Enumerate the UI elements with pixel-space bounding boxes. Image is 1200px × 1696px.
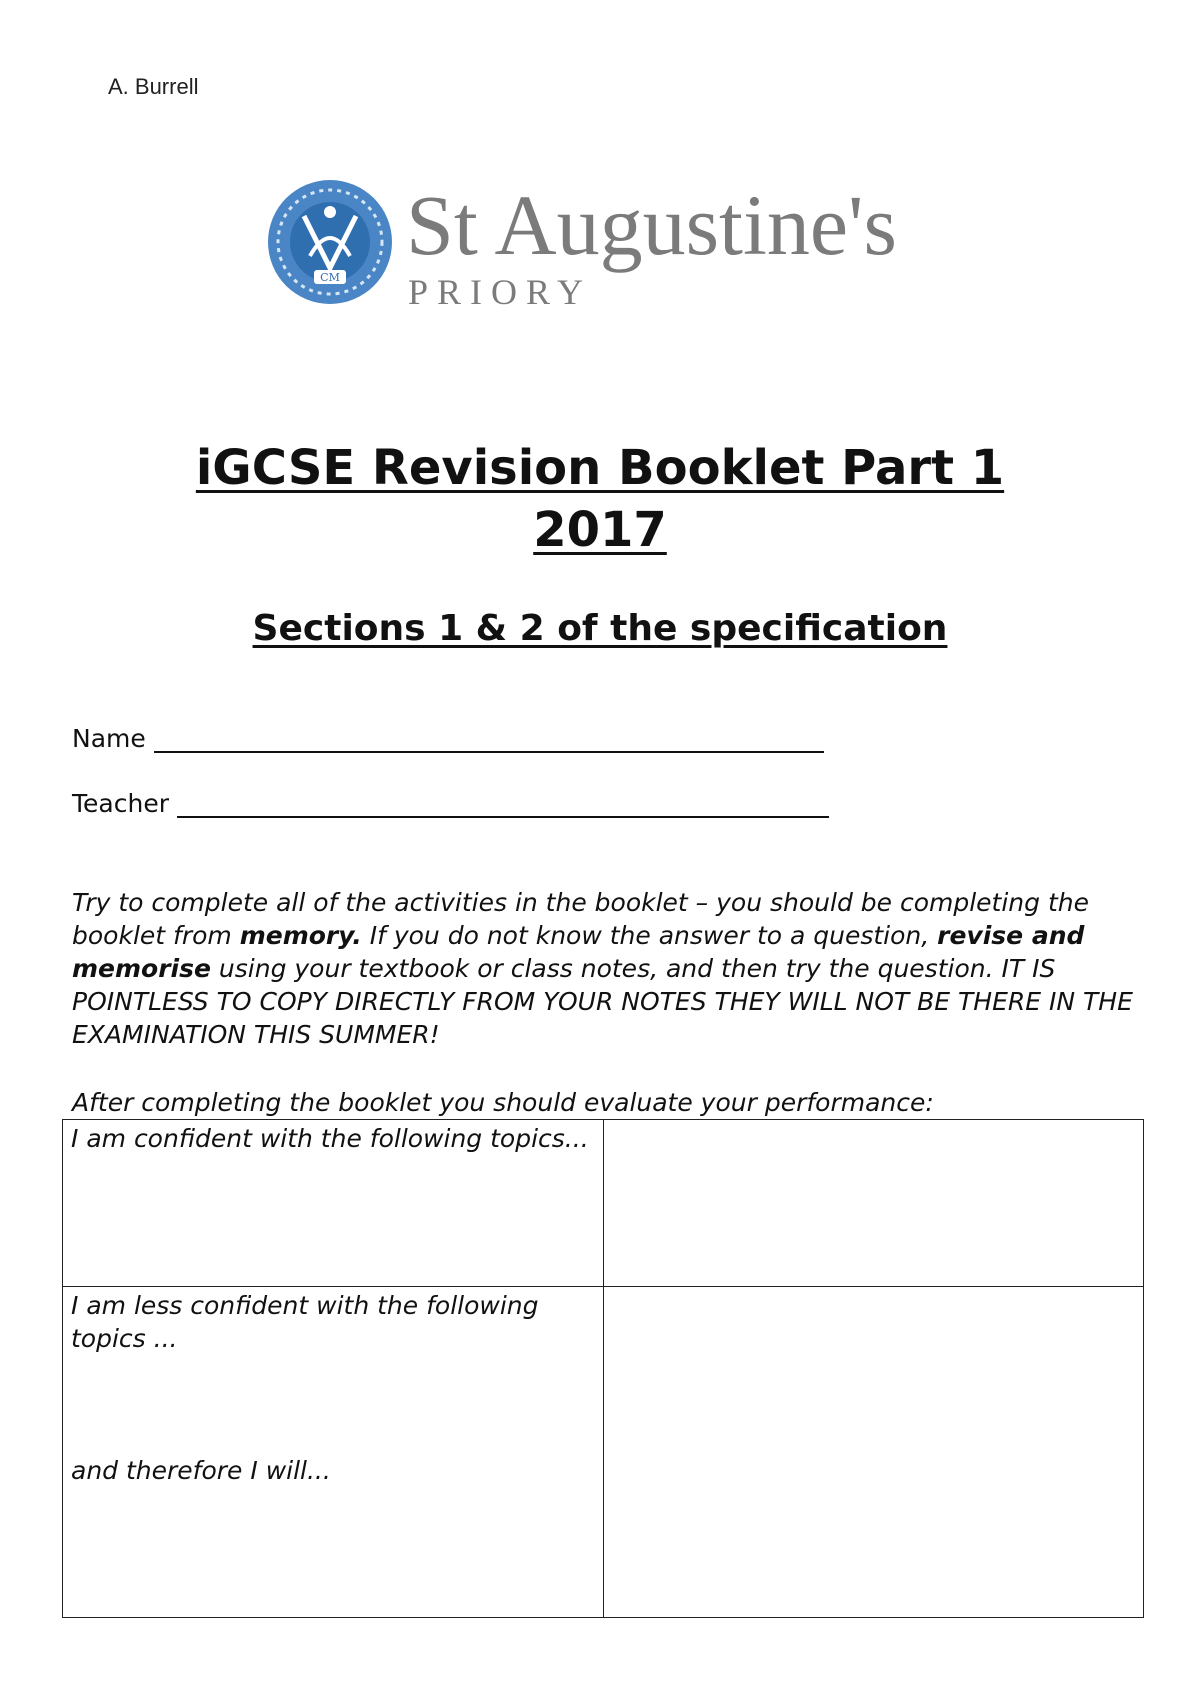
confident-label: I am confident with the following topics... xyxy=(71,1124,589,1153)
confident-label-cell xyxy=(63,1120,604,1287)
instructions-bold-memory: memory. xyxy=(239,921,362,950)
evaluation-table xyxy=(62,1119,1144,1618)
table-row xyxy=(63,1287,1144,1618)
teacher-line[interactable] xyxy=(177,792,829,818)
instructions-paragraph xyxy=(72,886,1142,1051)
instructions-text-2: If you do not know the answer to a question, xyxy=(361,921,938,950)
instructions-text-3: using your textbook or class notes, and then try the question. IT IS POINTLESS TO COPY DIRECTLY FROM YOUR NOTES THEY WILL NOT BE THERE IN THE EXAMINATION THIS SUMMER! xyxy=(72,954,1133,1049)
less-confident-label-cell xyxy=(63,1287,604,1618)
school-crest-icon xyxy=(268,180,392,304)
teacher-label: Teacher xyxy=(72,789,169,818)
instructions-bold-revise: revise and memorise xyxy=(72,921,1085,983)
page-title-year: 2017 xyxy=(533,502,667,558)
school-sub: PRIORY xyxy=(408,272,593,312)
confident-answer-cell[interactable] xyxy=(604,1120,1144,1287)
crest-letters: CM xyxy=(320,271,340,284)
table-row xyxy=(63,1120,1144,1287)
name-line[interactable] xyxy=(154,727,824,753)
teacher-field[interactable] xyxy=(72,789,829,818)
less-confident-answer-cell[interactable] xyxy=(604,1287,1144,1618)
page-subtitle: Sections 1 & 2 of the specification xyxy=(252,608,948,649)
therefore-label: and therefore I will... xyxy=(71,1456,331,1485)
school-logo xyxy=(268,176,928,316)
page-title: iGCSE Revision Booklet Part 1 xyxy=(195,440,1005,496)
school-name: St Augustine's xyxy=(406,177,897,273)
less-confident-label: I am less confident with the following topics ... xyxy=(71,1291,539,1353)
name-label: Name xyxy=(72,724,146,753)
evaluation-intro: After completing the booklet you should evaluate your performance: xyxy=(72,1088,934,1117)
instructions-text-1: Try to complete all of the activities in the booklet – you should be completing the booklet from xyxy=(72,888,1089,950)
cell-spacer xyxy=(71,1355,595,1454)
author-name: A. Burrell xyxy=(108,74,199,99)
name-field[interactable] xyxy=(72,724,824,753)
